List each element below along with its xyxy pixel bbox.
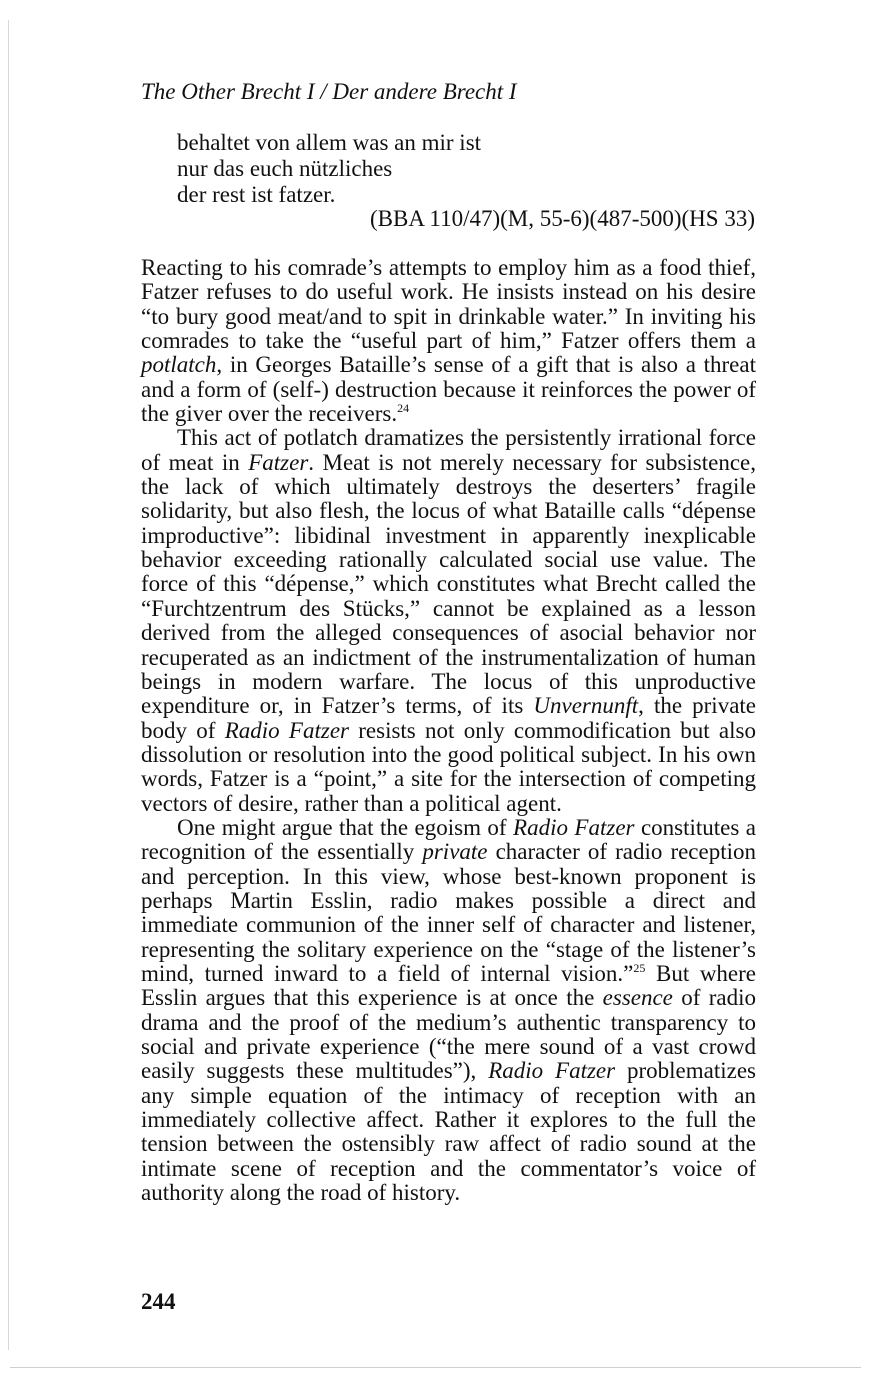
page-number: 244 xyxy=(141,1289,176,1314)
text-run: of radio drama and the proof of the medium’s authentic transparency to social and private experience (“the mere sound of a vast crowd easily suggests these multitudes”), xyxy=(141,985,756,1084)
text-run: , the private body of xyxy=(141,693,756,743)
poem-quotation xyxy=(177,130,481,208)
paragraph-3 xyxy=(141,816,756,1206)
paragraph-1 xyxy=(141,256,756,426)
text-run: constitutes a recognition of the essentially xyxy=(141,814,756,865)
italic-title: Radio Fatzer xyxy=(488,1058,616,1084)
poem-citation: (BBA 110/47)(M, 55-6)(487-500)(HS 33) xyxy=(369,206,755,231)
italic-title: Fatzer xyxy=(248,449,309,475)
text-run: . Meat is not merely necessary for subsistence, the lack of which ultimately destroys the deserters’ fragile solidarity, but also flesh, the locus of what Bataille calls “dépense improductive”: libidinal investment in apparently inexplicable behavior exceeding rationally calculated social use value. The force of this “dépense,” which constitutes what Brecht called the “Furchtzentrum des Stücks,” cannot be explained as a lesson derived from the alleged consequences of asocial behavior nor recuperated as an indictment of the instrumentalization of human beings in modern warfare. The locus of this unproductive expenditure or, in Fatzer’s terms, of its xyxy=(141,449,756,719)
page-edge-rule xyxy=(8,20,9,1350)
poem-line: der rest ist fatzer. xyxy=(177,182,336,207)
text-run: This act of potlatch dramatizes the persistently irrational force of meat in xyxy=(141,425,756,475)
italic-term: Unvernunft xyxy=(533,693,639,719)
body-text xyxy=(141,256,756,1205)
paragraph-2 xyxy=(141,426,756,816)
footnote-ref: 25 xyxy=(633,960,646,975)
italic-term: essence xyxy=(602,985,673,1011)
poem-line: nur das euch nützliches xyxy=(177,156,393,181)
italic-term: private xyxy=(422,839,488,865)
scan-bottom-rule xyxy=(10,1367,861,1368)
italic-term: potlatch xyxy=(141,352,217,378)
text-run: character of radio reception and perception. In this view, whose best-known proponent is perhaps Martin Esslin, radio makes possible a direct and immediate communion of the inner self of character and listener, representing the solitary experience on the “stage of the listener’s mind, turned inward to a field of internal vision.” xyxy=(141,839,757,986)
footnote-ref: 24 xyxy=(397,401,410,416)
text-run: , in Georges Bataille’s sense of a gift that is also a threat and a form of (self-) destruction because it reinforces the power of the giver over the receivers. xyxy=(141,352,756,427)
italic-title: Radio Fatzer xyxy=(513,814,635,840)
text-run: resists not only commodification but also dissolution or resolution into the good political subject. In his own words, Fatzer is a “point,” a site for the intersection of competing vectors of desire, rather than a political agent. xyxy=(141,717,756,816)
text-run: problematizes any simple equation of the intimacy of reception with an immediately collective affect. Rather it explores to the full the tension between the ostensibly raw affect of radio sound at the intimate scene of reception and the commentator’s voice of authority along the road of history. xyxy=(141,1058,756,1206)
text-run: Reacting to his comrade’s attempts to employ him as a food thief, Fatzer refuses to do useful work. He insists instead on his desire “to bury good meat/and to spit in drinkable water.” In inviting his comrades to take the “useful part of him,” Fatzer offers them a xyxy=(141,255,756,354)
italic-title: Radio Fatzer xyxy=(224,717,349,743)
text-run: But where Esslin argues that this experience is at once the xyxy=(141,960,757,1011)
poem-line: behaltet von allem was an mir ist xyxy=(177,130,482,155)
running-header: The Other Brecht I / Der andere Brecht I xyxy=(141,79,517,104)
text-run: One might argue that the egoism of xyxy=(177,814,514,840)
